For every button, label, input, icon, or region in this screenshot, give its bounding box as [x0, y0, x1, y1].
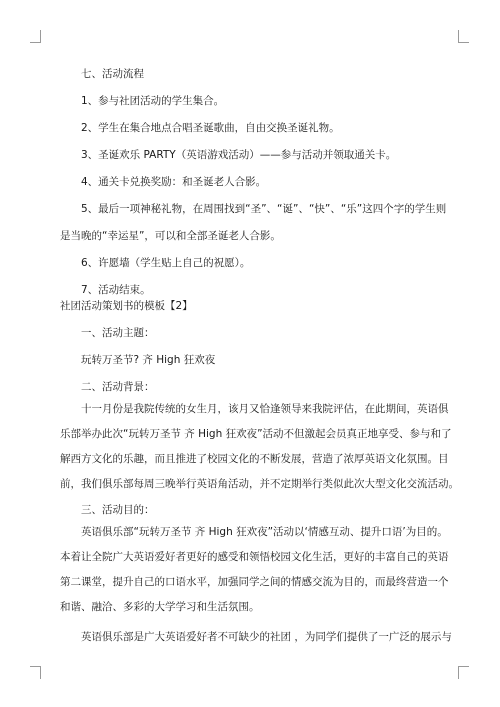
purpose-paragraph — [60, 520, 449, 620]
document-page — [60, 64, 459, 647]
step-item-continued: 是当晚的“幸运星”，可以和全部圣诞老人合影。 — [60, 230, 281, 242]
paragraph-line: 英语俱乐部“玩转万圣节 齐 High 狂欢夜”活动以‘情感互动、提升口语’为目的。 — [81, 526, 448, 538]
crop-mark-top-left — [30, 30, 41, 43]
step-item: 3、圣诞欢乐 PARTY（英语游戏活动）——参与活动并领取通关卡。 — [81, 149, 397, 161]
crop-mark-top-right — [458, 30, 469, 43]
step-item: 5、最后一项神秘礼物，在周围找到“圣”、“诞”、“快”、“乐”这四个字的学生则 — [81, 203, 447, 215]
paragraph-line: 和谐、融洽、多彩的大学学习和生活氛围。 — [60, 601, 260, 613]
paragraph-line: 本着让全院广大英语爱好者更好的感受和领悟校园文化生活，更好的丰富自己的英语 — [60, 551, 449, 563]
crop-mark-bottom-right — [458, 666, 469, 679]
crop-mark-bottom-left — [30, 666, 41, 679]
step-item: 1、参与社团活动的学生集合。 — [81, 95, 225, 107]
paragraph-line: 乐部举办此次“玩转万圣节 齐 High 狂欢夜”活动不但激起会员真正地享受、参与和了 — [60, 428, 452, 440]
paragraph-line: 十一月份是我院传统的女生月，该月又恰逢领导来我院评估，在此期间，英语俱 — [81, 403, 449, 415]
paragraph-line: 解西方文化的乐趣，而且推进了校园文化的不断发展，营造了浓厚英语文化氛围。目 — [60, 453, 449, 465]
paragraph-line: 英语俱乐部是广大英语爱好者不可缺少的社团 ，为同学们提供了一广泛的展示与 — [81, 631, 452, 643]
step-item: 2、学生在集合地点合唱圣诞歌曲，自由交换圣诞礼物。 — [81, 122, 340, 134]
step-item: 4、通关卡兑换奖励：和圣诞老人合影。 — [81, 176, 267, 188]
section-heading-theme: 一、活动主题： — [81, 327, 155, 339]
step-item: 7、活动结束。 — [81, 284, 151, 296]
paragraph-line: 前，我们俱乐部每周三晚举行英语角活动，并不定期举行类似此次大型文化交流活动。 — [60, 478, 459, 490]
template-title: 社团活动策划书的模板【2】 — [60, 300, 193, 312]
section-heading-background: 二、活动背景： — [81, 381, 155, 393]
section-heading-process: 七、活动流程 — [81, 68, 144, 80]
paragraph-line: 第二课堂，提升自己的口语水平，加强同学之间的情感交流为目的，而最终营造一个 — [60, 576, 449, 588]
theme-text: 玩转万圣节? 齐 High 狂欢夜 — [81, 354, 216, 366]
background-paragraph — [60, 397, 459, 497]
step-item: 6、许愿墙（学生贴上自己的祝愿）。 — [81, 257, 251, 269]
section-heading-purpose: 三、活动目的： — [81, 504, 155, 516]
